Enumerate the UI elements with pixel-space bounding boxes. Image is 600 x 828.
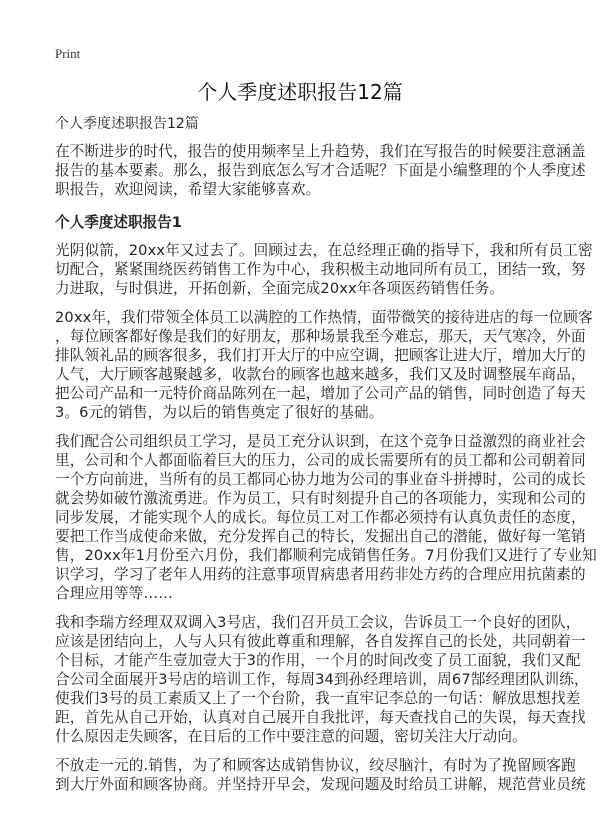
text-line: 到大厅外面和顾客协商。并坚持开早会，发现问题及时给员工讲解，规范营业员统 bbox=[55, 776, 586, 793]
text-line: 同步发展，才能实现个人的成长。每位员工对工作都必须持有认真负责任的态度， bbox=[55, 509, 586, 526]
text-line: 里，公司和个人都面临着巨大的压力，公司的成长需要所有的员工都和公司朝着同 bbox=[55, 452, 586, 469]
print-label[interactable]: Print bbox=[55, 46, 81, 61]
body-paragraph bbox=[55, 756, 586, 794]
text-line: 识学习，学习了老年人用药的注意事项胃病患者用药非处方药的合理应用抗菌素的 bbox=[55, 566, 586, 583]
text-line: 要把工作当成使命来做，充分发挥自己的特长，发掘出自己的潜能，做好每一笔销 bbox=[55, 528, 586, 545]
text-line: 不放走一元的.销售，为了和顾客达成销售协议，绞尽脑汁，有时为了挽留顾客跑 bbox=[55, 757, 576, 774]
text-line: 人气，大厅顾客越聚越多，收款台的顾客也越来越多，我们又及时调整展车商品， bbox=[55, 366, 586, 383]
text-line: 距，首先从自己开始，认真对自己展开自我批评，每天查找自己的失误，每天查找 bbox=[55, 709, 586, 726]
text-line: 应该是团结向上，人与人只有彼此尊重和理解，各自发挥自己的长处，共同朝着一 bbox=[55, 633, 586, 650]
body-paragraph bbox=[55, 613, 589, 746]
body-paragraphs bbox=[55, 241, 597, 794]
text-line: 售，20xx年1月份至六月份，我们都顺利完成销售任务。7月份我们又进行了专业知 bbox=[55, 547, 597, 564]
text-line: 就会势如破竹激流勇进。作为员工，只有时刻提升自己的各项能力，实现和公司的 bbox=[55, 490, 586, 507]
text-line: 把公司产品和一元特价商品陈列在一起，增加了公司产品的销售，同时创造了每天 bbox=[55, 385, 586, 402]
text-line: 光阴似箭，20xx年又过去了。回顾过去，在总经理正确的指导下，我和所有员工密 bbox=[55, 242, 593, 259]
intro-paragraph bbox=[55, 142, 586, 199]
body-paragraph bbox=[55, 308, 593, 422]
text-line: 报告的基本要素。那么，报告到底怎么写才合适呢？下面是小编整理的个人季度述 bbox=[55, 162, 586, 179]
document-subtitle: 个人季度述职报告12篇 bbox=[55, 116, 199, 132]
text-line: 什么原因走失顾客，在日后的工作中要注意的问题，密切关注大厅动向。 bbox=[55, 728, 527, 745]
section-heading: 个人季度述职报告1 bbox=[55, 214, 182, 231]
text-line: 我和李瑞方经理双双调入3号店，我们召开员工会议，告诉员工一个良好的团队， bbox=[55, 614, 581, 631]
text-line: 3。6元的销售，为以后的销售奠定了很好的基础。 bbox=[55, 404, 384, 421]
text-line: 一个方向前进，当所有的员工都同心协力地为公司的事业奋斗拼搏时，公司的成长 bbox=[55, 471, 586, 488]
text-line: 在不断进步的时代，报告的使用频率呈上升趋势，我们在写报告的时候要注意涵盖 bbox=[55, 143, 586, 160]
text-line: 20xx年，我们带领全体员工以满腔的工作热情，面带微笑的接待进店的每一位顾客 bbox=[55, 309, 593, 326]
body-paragraph bbox=[55, 432, 597, 603]
text-line: 职报告，欢迎阅读，希望大家能够喜欢。 bbox=[55, 181, 321, 198]
text-line: 个目标，才能产生壹加壹大于3的作用，一个月的时间改变了员工面貌，我们又配 bbox=[55, 652, 581, 669]
text-line: 使我们3号的员工素质又上了一个台阶，我一直牢记李总的一句话：解放思想找差 bbox=[55, 690, 581, 707]
text-line: 我们配合公司组织员工学习，是员工充分认识到，在这个竞争日益激烈的商业社会 bbox=[55, 433, 586, 450]
page-title: 个人季度述职报告12篇 bbox=[197, 80, 403, 104]
body-paragraph bbox=[55, 241, 593, 298]
text-line: ，每位顾客都好像是我们的好朋友，那种场景我至今难忘，那天，天气寒冷，外面 bbox=[55, 328, 586, 345]
text-line: 合公司全面展开3号店的培训工作，每周34到孙经理培训，周67郜经理团队训练， bbox=[55, 671, 589, 688]
text-line: 力进取，与时俱进，开拓创新，全面完成20xx年各项医药销售任务。 bbox=[55, 280, 505, 297]
text-line: 合理应用等等…… bbox=[55, 585, 173, 602]
text-line: 切配合，紧紧围绕医药销售工作为中心，我积极主动地同所有员工，团结一致，努 bbox=[55, 261, 586, 278]
text-line: 排队领礼品的顾客很多，我们打开大厅的中应空调，把顾客让进大厅，增加大厅的 bbox=[55, 347, 586, 364]
